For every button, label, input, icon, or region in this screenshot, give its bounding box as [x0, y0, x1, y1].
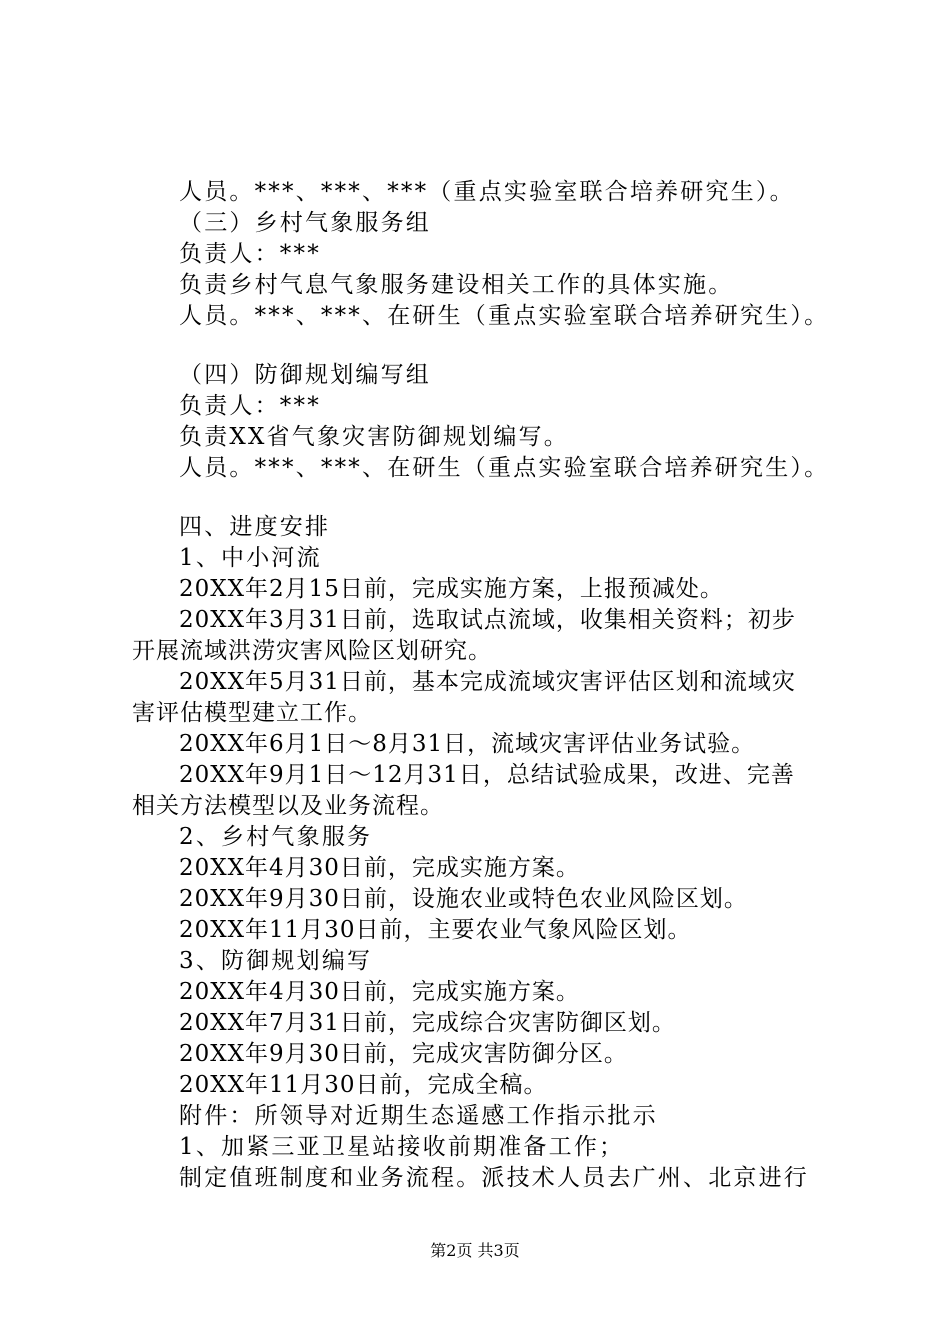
text-line: 负责人：***: [179, 241, 321, 267]
subsection-heading: 2、乡村气象服务: [179, 824, 373, 850]
text-line: 20XX年9月1日～12月31日，总结试验成果，改进、完善: [179, 762, 795, 788]
text-line: 害评估模型建立工作。: [132, 700, 372, 726]
text-line: 附件：所领导对近期生态遥感工作指示批示: [179, 1103, 658, 1129]
text-line: 20XX年2月15日前，完成实施方案，上报预减处。: [179, 576, 724, 602]
text-line: 人员。***、***、***（重点实验室联合培养研究生）。: [179, 179, 795, 205]
text-line: 1、加紧三亚卫星站接收前期准备工作；: [179, 1134, 625, 1160]
page-number-footer: 第2页 共3页: [430, 1241, 520, 1260]
text-line: 负责XX省气象灾害防御规划编写。: [179, 424, 569, 450]
section-heading: 四、进度安排: [179, 514, 331, 540]
subsection-heading: （四）防御规划编写组: [179, 362, 431, 388]
text-line: 开展流域洪涝灾害风险区划研究。: [132, 638, 492, 664]
text-line: 20XX年9月30日前，完成灾害防御分区。: [179, 1041, 628, 1067]
text-line: 20XX年9月30日前，设施农业或特色农业风险区划。: [179, 886, 748, 912]
text-line: 相关方法模型以及业务流程。: [132, 793, 444, 819]
text-line: 20XX年5月31日前，基本完成流域灾害评估区划和流域灾: [179, 669, 796, 695]
text-line: 20XX年3月31日前，选取试点流域，收集相关资料；初步: [179, 607, 796, 633]
text-line: 人员。***、***、在研生（重点实验室联合培养研究生）。: [179, 455, 830, 481]
text-line: 20XX年6月1日～8月31日，流域灾害评估业务试验。: [179, 731, 756, 757]
text-line: 制定值班制度和业务流程。派技术人员去广州、北京进行: [179, 1165, 809, 1191]
text-line: 20XX年4月30日前，完成实施方案。: [179, 979, 580, 1005]
text-line: 20XX年4月30日前，完成实施方案。: [179, 855, 580, 881]
text-line: 负责人：***: [179, 393, 321, 419]
text-line: 20XX年11月30日前，完成全稿。: [179, 1072, 548, 1098]
subsection-heading: （三）乡村气象服务组: [179, 210, 431, 236]
text-line: 20XX年11月30日前，主要农业气象风险区划。: [179, 917, 692, 943]
subsection-heading: 1、中小河流: [179, 545, 322, 571]
text-line: 20XX年7月31日前，完成综合灾害防御区划。: [179, 1010, 676, 1036]
text-line: 人员。***、***、在研生（重点实验室联合培养研究生）。: [179, 303, 830, 329]
text-line: 负责乡村气息气象服务建设相关工作的具体实施。: [179, 272, 734, 298]
subsection-heading: 3、防御规划编写: [179, 948, 373, 974]
